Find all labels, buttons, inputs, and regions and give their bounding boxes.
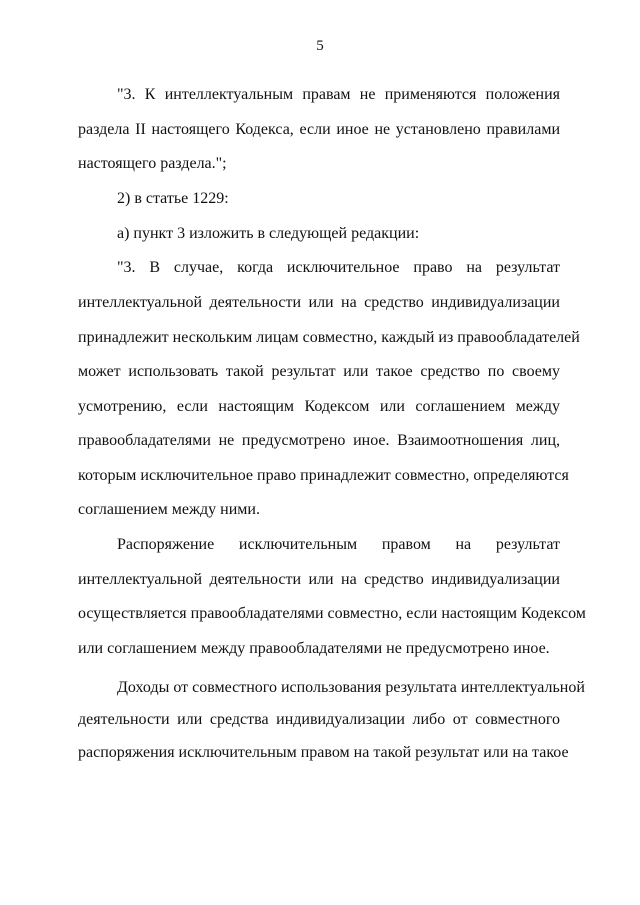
text-line: Доходы от совместного использования результата интеллектуальной [117, 679, 585, 696]
text-line: 2) в статье 1229: [117, 190, 229, 207]
text-line: распоряжения исключительным правом на такой результат или на такое [78, 744, 569, 761]
text-line: правообладателями не предусмотрено иное. Взаимоотношения лиц, [78, 432, 560, 449]
text-line: интеллектуальной деятельности или на средство индивидуализации [78, 294, 560, 311]
text-line: или соглашением между правообладателями не предусмотрено иное. [78, 640, 550, 657]
text-line: "3. К интеллектуальным правам не применяются положения [117, 86, 560, 103]
text-line: которым исключительное право принадлежит совместно, определяются [78, 467, 569, 484]
text-line: осуществляется правообладателями совместно, если настоящим Кодексом [78, 605, 586, 622]
text-line: интеллектуальной деятельности или на средство индивидуализации [78, 571, 560, 588]
text-line: а) пункт 3 изложить в следующей редакции: [117, 225, 420, 242]
text-line: настоящего раздела."; [78, 155, 227, 172]
text-line: "3. В случае, когда исключительное право на результат [117, 259, 560, 276]
text-line: раздела II настоящего Кодекса, если иное не установлено правилами [78, 121, 560, 138]
text-line: соглашением между ними. [78, 501, 260, 518]
text-line: усмотрению, если настоящим Кодексом или соглашением между [78, 398, 560, 415]
text-line: деятельности или средства индивидуализации либо от совместного [78, 711, 560, 728]
text-line: может использовать такой результат или такое средство по своему [78, 363, 560, 380]
text-line: Распоряжение исключительным правом на результат [117, 536, 560, 553]
text-line: принадлежит нескольким лицам совместно, каждый из правообладателей [78, 329, 580, 346]
page-number: 5 [316, 38, 324, 54]
